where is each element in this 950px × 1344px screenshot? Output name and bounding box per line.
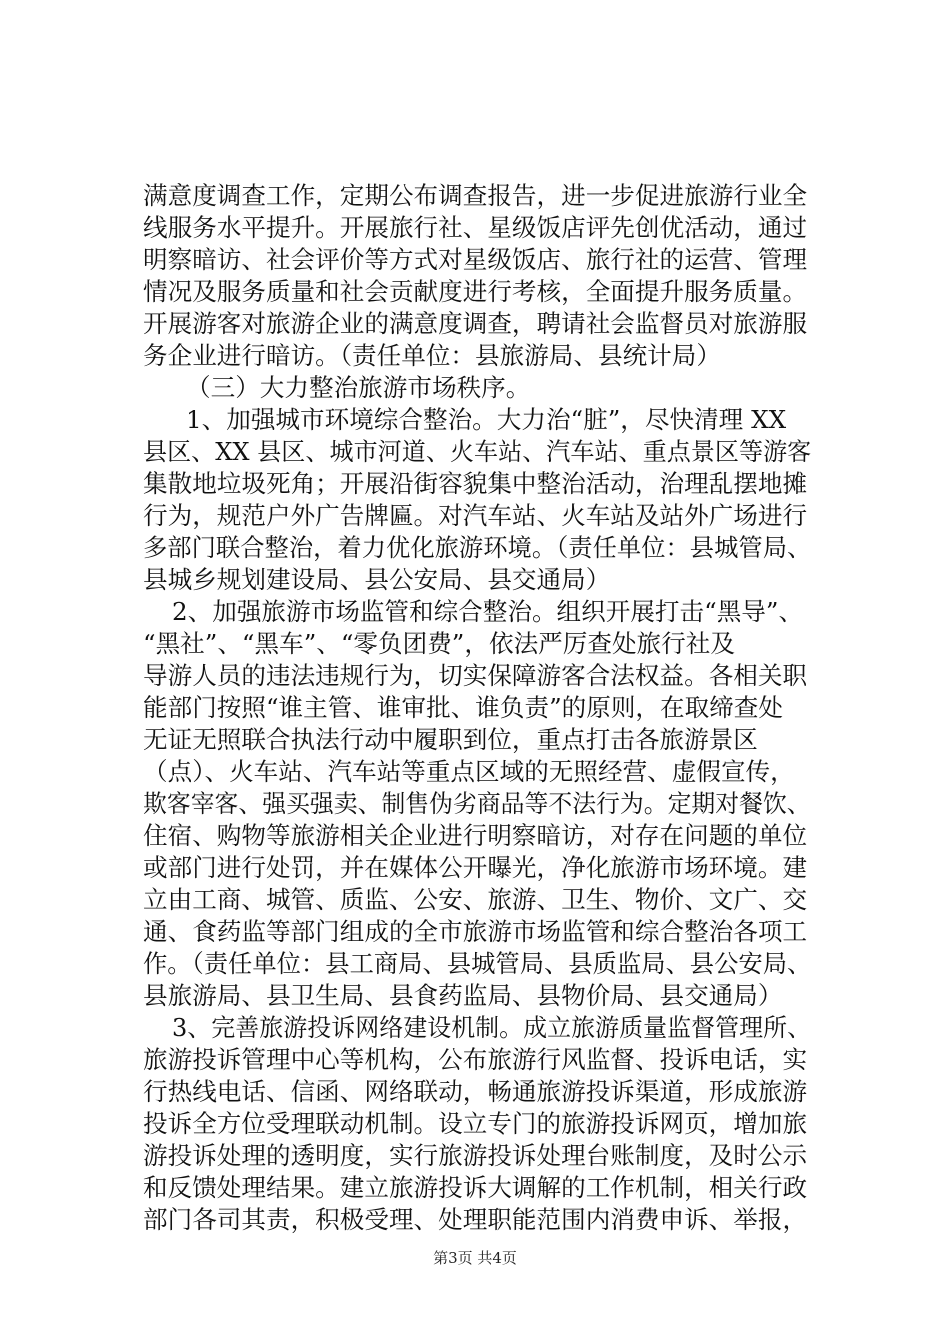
body-line-29: 行热线电话、信函、网络联动，畅通旅游投诉渠道，形成旅游 [143, 1077, 808, 1106]
body-line-10: 集散地垃圾死角；开展沿街容貌集中整治活动，治理乱摆地摊 [143, 469, 808, 498]
body-line-1: 满意度调查工作，定期公布调查报告，进一步促进旅游行业全 [143, 181, 808, 210]
body-line-3: 明察暗访、社会评价等方式对星级饭店、旅行社的运营、管理 [143, 245, 808, 274]
body-line-21: 住宿、购物等旅游相关企业进行明察暗访，对存在问题的单位 [143, 821, 808, 850]
item-1-start: 1、加强城市环境综合整治。大力治“脏”，尽快清理 XX [186, 405, 787, 434]
body-line-32: 和反馈处理结果。建立旅游投诉大调解的工作机制，相关行政 [143, 1173, 808, 1202]
body-line-5: 开展游客对旅游企业的满意度调查，聘请社会监督员对旅游服 [143, 309, 808, 338]
body-line-28: 旅游投诉管理中心等机构，公布旅游行风监督、投诉电话，实 [143, 1045, 808, 1074]
body-line-30: 投诉全方位受理联动机制。设立专门的旅游投诉网页，增加旅 [143, 1109, 808, 1138]
body-line-18: 无证无照联合执法行动中履职到位，重点打击各旅游景区 [143, 725, 758, 754]
body-line-19: （点）、火车站、汽车站等重点区域的无照经营、虚假宣传， [143, 757, 795, 786]
section-heading-3: （三）大力整治旅游市场秩序。 [186, 373, 531, 402]
item-2-start: 2、加强旅游市场监管和综合整治。组织开展打击“黑导”、 [172, 597, 804, 626]
body-line-6: 务企业进行暗访。（责任单位：县旅游局、县统计局） [143, 341, 721, 370]
body-line-26: 县旅游局、县卫生局、县食药监局、县物价局、县交通局） [143, 981, 783, 1010]
page-footer: 第3页 共4页 [433, 1249, 517, 1267]
body-line-11: 行为，规范户外广告牌匾。对汽车站、火车站及站外广场进行 [143, 501, 808, 530]
body-line-22: 或部门进行处罚，并在媒体公开曝光，净化旅游市场环境。建 [143, 853, 808, 882]
body-line-17: 能部门按照“谁主管、谁审批、谁负责”的原则，在取缔查处 [143, 693, 783, 722]
body-line-4: 情况及服务质量和社会贡献度进行考核，全面提升服务质量。 [143, 277, 808, 306]
body-line-9: 县区、XX 县区、城市河道、火车站、汽车站、重点景区等游客 [143, 437, 812, 466]
body-line-15: “黑社”、“黑车”、“零负团费”，依法严厉查处旅行社及 [143, 629, 735, 658]
body-line-31: 游投诉处理的透明度，实行旅游投诉处理台账制度，及时公示 [143, 1141, 808, 1170]
body-line-20: 欺客宰客、强买强卖、制售伪劣商品等不法行为。定期对餐饮、 [143, 789, 811, 818]
body-line-13: 县城乡规划建设局、县公安局、县交通局） [143, 565, 611, 594]
body-line-2: 线服务水平提升。开展旅行社、星级饭店评先创优活动，通过 [143, 213, 808, 242]
body-line-12: 多部门联合整治，着力优化旅游环境。（责任单位：县城管局、 [143, 533, 812, 562]
body-line-24: 通、食药监等部门组成的全市旅游市场监管和综合整治各项工 [143, 917, 808, 946]
body-line-33: 部门各司其责，积极受理、处理职能范围内消费申诉、举报， [143, 1205, 808, 1234]
body-line-25: 作。（责任单位：县工商局、县城管局、县质监局、县公安局、 [143, 949, 812, 978]
item-3-start: 3、完善旅游投诉网络建设机制。成立旅游质量监督管理所、 [172, 1013, 812, 1042]
body-line-23: 立由工商、城管、质监、公安、旅游、卫生、物价、文广、交 [143, 885, 808, 914]
body-line-16: 导游人员的违法违规行为，切实保障游客合法权益。各相关职 [143, 661, 808, 690]
